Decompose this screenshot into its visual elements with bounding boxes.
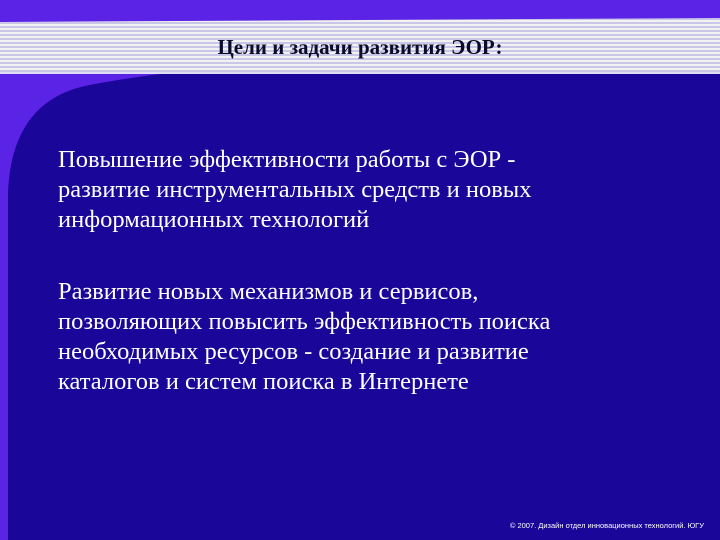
slide-title: Цели и задачи развития ЭОР: <box>217 35 503 59</box>
bullet-item: Повышение эффективности работы с ЭОР - развитие инструментальных средств и новых информационных технологий <box>58 146 532 233</box>
bullet-item: Развитие новых механизмов и сервисов, позволяющих повысить эффективность поиска необходимых ресурсов - создание и развитие каталогов и систем поиска в Интернете <box>58 278 551 395</box>
bullet-list <box>58 145 678 439</box>
header-underline <box>0 72 720 74</box>
footer-copyright: © 2007. Дизайн отдел инновационных технологий. ЮГУ <box>509 521 704 530</box>
